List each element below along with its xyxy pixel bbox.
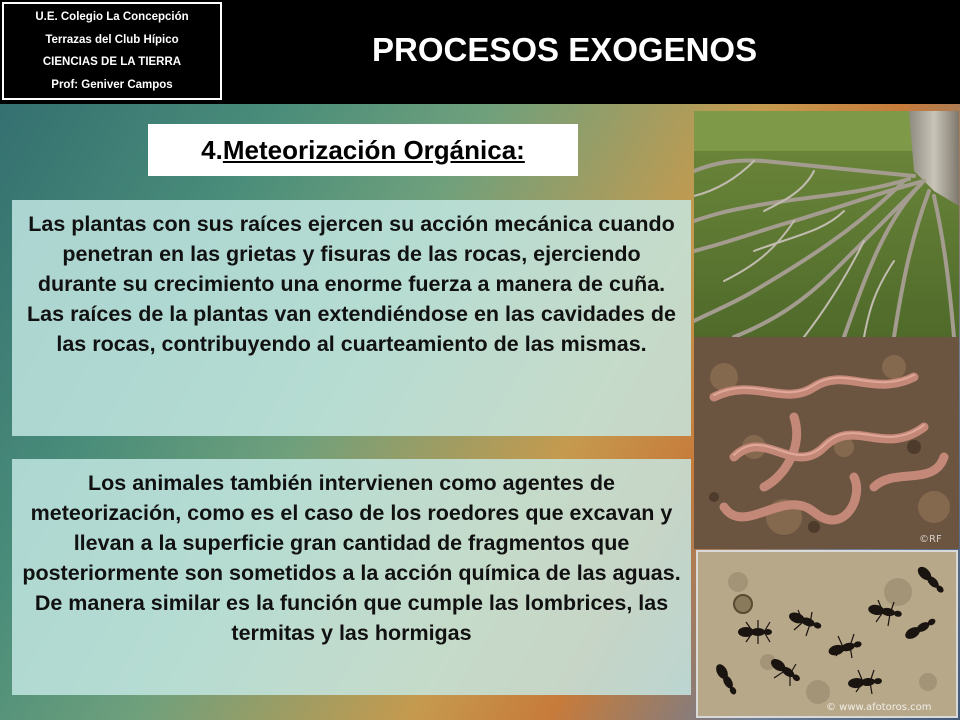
school-location: Terrazas del Club Hípico <box>45 33 179 46</box>
subject-name: CIENCIAS DE LA TIERRA <box>42 56 182 69</box>
school-name: U.E. Colegio La Concepción <box>35 11 189 24</box>
section-number: 4. <box>201 134 223 165</box>
paragraph-plants: Las plantas con sus raíces ejercen su acción mecánica cuando penetran en las grietas y fisuras de las rocas, ejerciendo durante su crecimiento una enorme fuerza a manera de cuña. Las raíces de la plantas van extendiéndose en las cavidades de las rocas, contribuyendo al cuarteamiento de las mismas. <box>12 200 691 436</box>
section-heading <box>148 124 578 176</box>
worms-photo-watermark: ©RF <box>919 534 942 545</box>
page-title: PROCESOS EXOGENOS <box>372 31 758 68</box>
paragraph-animals: Los animales también intervienen como agentes de meteorización, como es el caso de los roedores que excavan y llevan a la superficie gran cantidad de fragmentos que posteriormente son sometidos a la acción química de las aguas. De manera similar es la función que cumple las lombrices, las termitas y las hormigas <box>12 459 691 695</box>
header-bar <box>0 0 960 104</box>
ants-photo-watermark: © www.afotoros.com <box>826 702 932 713</box>
section-title: Meteorización Orgánica: <box>222 134 525 165</box>
teacher-name: Prof: Geniver Campos <box>51 78 173 91</box>
ants-photo <box>696 550 958 718</box>
earthworms-photo <box>694 337 959 549</box>
school-info-box <box>2 2 222 100</box>
tree-roots-photo <box>694 111 959 337</box>
